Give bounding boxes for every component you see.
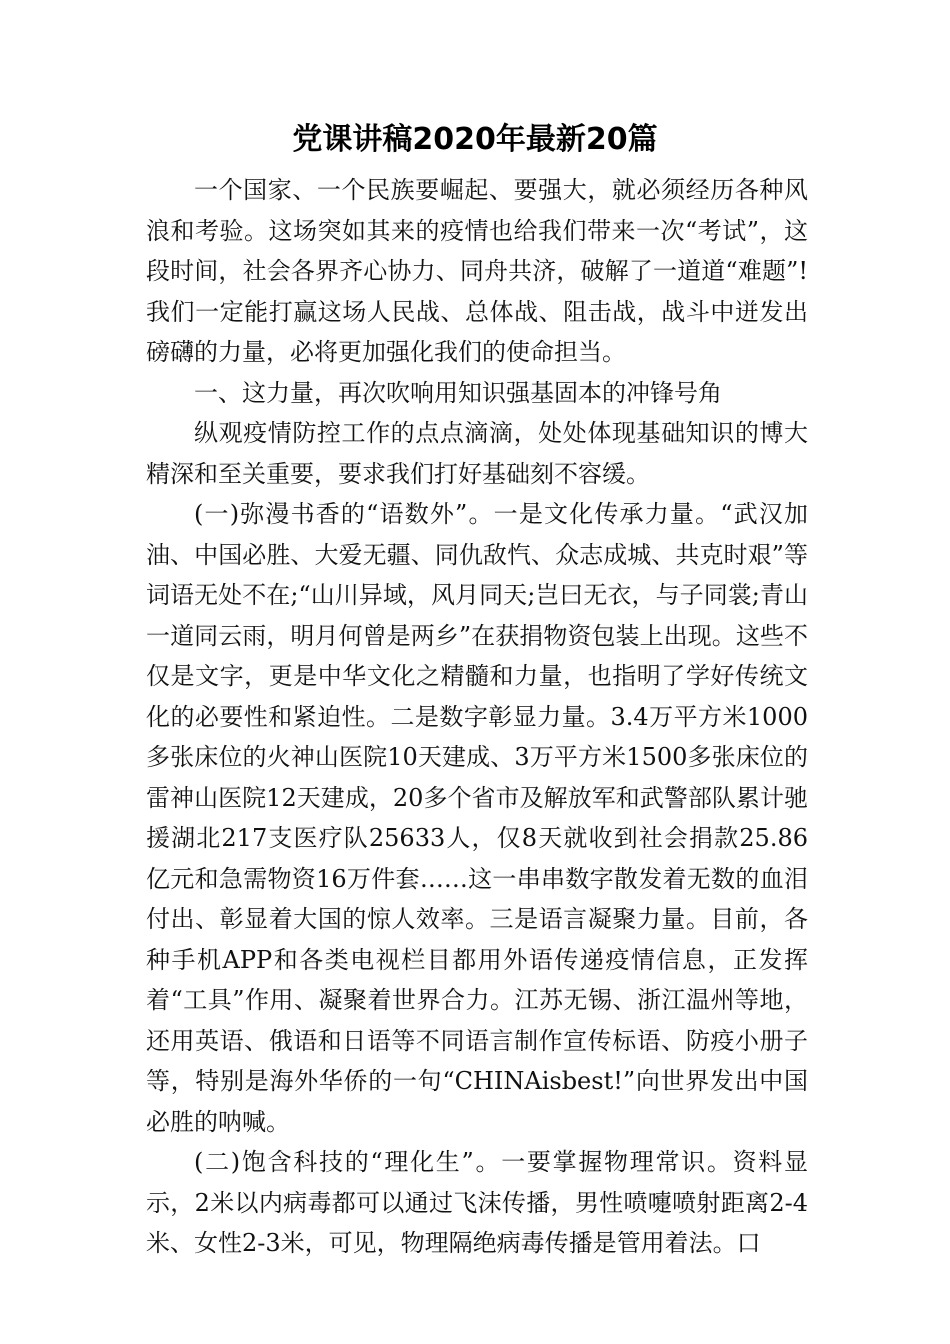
paragraph-subsection-2: (二)饱含科技的“理化生”。一要掌握物理常识。资料显示，2米以内病毒都可以通过飞沫传播，男性喷嚏喷射距离2-4米、女性2-3米，可见，物理隔绝病毒传播是管用着法。口 xyxy=(146,1148,808,1257)
paragraph-subsection-1: (一)弥漫书香的“语数外”。一是文化传承力量。“武汉加油、中国必胜、大爱无疆、同仇敌忾、众志成城、共克时艰”等词语无处不在;“山川异域，风月同天;岂曰无衣，与子同裳;青山一道同云雨，明月何曾是两乡”在获捐物资包装上出现。这些不仅是文字，更是中华文化之精髓和力量，也指明了学好传统文化的必要性和紧迫性。二是数字彰显力量。3.4万平方米1000多张床位的火神山医院10天建成、3万平方米1500多张床位的雷神山医院12天建成，20多个省市及解放军和武警部队累计驰援湖北217支医疗队25633人，仅8天就收到社会捐款25.86亿元和急需物资16万件套……这一串串数字散发着无数的血泪付出、彰显着大国的惊人效率。三是语言凝聚力量。目前，各种手机APP和各类电视栏目都用外语传递疫情信息，正发挥着“工具”作用、凝聚着世界合力。江苏无锡、浙江温州等地，还用英语、俄语和日语等不同语言制作宣传标语、防疫小册子等，特别是海外华侨的一句“CHINAisbest!”向世界发出中国必胜的呐喊。 xyxy=(146,500,808,1136)
paragraph-intro: 一个国家、一个民族要崛起、要强大，就必须经历各种风浪和考验。这场突如其来的疫情也给我们带来一次“考试”，这段时间，社会各界齐心协力、同舟共济，破解了一道道“难题”!我们一定能打赢这场人民战、总体战、阻击战，战斗中迸发出磅礴的力量，必将更加强化我们的使命担当。 xyxy=(146,176,808,366)
section-heading-1: 一、这力量，再次吹响用知识强基固本的冲锋号角 xyxy=(194,378,722,407)
document-title: 党课讲稿2020年最新20篇 xyxy=(292,122,658,157)
document-body xyxy=(146,170,808,1264)
paragraph-overview: 纵观疫情防控工作的点点滴滴，处处体现基础知识的博大精深和至关重要，要求我们打好基础刻不容缓。 xyxy=(146,419,808,488)
